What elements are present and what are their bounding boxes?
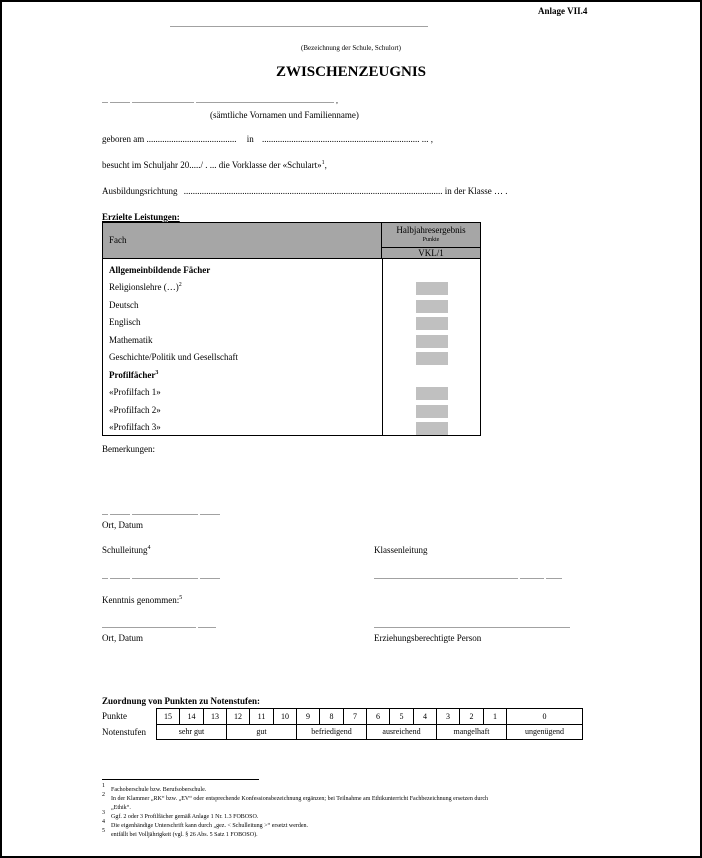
training-dots: ................................................................................................................... [183, 186, 443, 196]
grade-input-history[interactable] [416, 352, 448, 365]
general-subjects-heading: Allgemeinbildende Fächer [109, 265, 211, 275]
footnote-number: 1 [102, 783, 105, 789]
footnote [102, 810, 488, 822]
grade-input-german[interactable] [416, 300, 448, 313]
points-cell: 4 [414, 709, 437, 724]
footnote-number: 5 [102, 828, 105, 834]
attends-footnote-ref: 1 [321, 160, 325, 166]
guardian-label: Erziehungsberechtigte Person [374, 633, 482, 643]
school-caption: (Bezeichnung der Schule, Schulort) [301, 44, 401, 52]
birth-line [102, 134, 433, 144]
subject-row: «Profilfach 2» [109, 405, 161, 415]
training-label: Ausbildungsrichtung [102, 186, 178, 196]
subject-header: Fach [109, 235, 127, 245]
points-cell: 5 [390, 709, 414, 724]
class-teacher-signature-line: ........................................................................ ............ ........ [374, 572, 562, 581]
acknowledged-footnote-ref: 5 [179, 595, 183, 601]
grades-row-label: Notenstufen [102, 727, 146, 737]
remarks-label: Bemerkungen: [102, 444, 155, 454]
grade-cell: gut [227, 724, 297, 739]
subject-row [109, 282, 182, 292]
points-cell: 7 [344, 709, 367, 724]
name-line: ... .......... ............................... ..................................................................... , [102, 96, 338, 105]
class-label: VKL/1 [382, 247, 480, 259]
points-cell: 3 [437, 709, 460, 724]
points-cell: 14 [180, 709, 204, 724]
annex-label: Anlage VII.4 [538, 6, 588, 16]
training-line [102, 186, 508, 196]
subject-row: «Profilfach 1» [109, 387, 161, 397]
grade-table [102, 222, 481, 436]
grade-input-profile-2[interactable] [416, 405, 448, 418]
result-header: Halbjahresergebnis [396, 225, 466, 235]
points-cell: 11 [250, 709, 274, 724]
points-grade-table [156, 708, 583, 740]
grade-input-math[interactable] [416, 335, 448, 348]
subject-row: Mathematik [109, 335, 153, 345]
footnote [102, 792, 488, 804]
birth-place-dots: ...................................................................... ... , [262, 134, 433, 144]
head-teacher-label [102, 545, 151, 555]
grade-cell: ungenügend [524, 727, 565, 736]
subject-row: Geschichte/Politik und Gesellschaft [109, 352, 238, 362]
result-header-cell [382, 223, 480, 259]
footnote-number: 4 [102, 819, 105, 825]
name-caption: (sämtliche Vornamen und Familienname) [210, 110, 359, 120]
profile-footnote-ref: 3 [155, 370, 159, 376]
points-cell: 9 [297, 709, 320, 724]
points-cell: 15 [157, 709, 180, 724]
class-teacher-label: Klassenleitung [374, 545, 428, 555]
footnote-text: In der Klammer „RK“ bzw. „EV“ oder entsprechende Konfessionsbezeichnung ergänzen; bei Teilnahme am Ethikunterricht Fachbezeichnung ersetzen durch [111, 796, 488, 802]
points-cell: 10 [274, 709, 297, 724]
footnote-text: entfällt bei Volljährigkeit (vgl. § 26 Abs. 5 Satz 1 FOBOSO). [111, 832, 258, 838]
attends-suffix: , [324, 160, 327, 170]
subject-row: «Profilfach 3» [109, 422, 161, 432]
document-title: ZWISCHENZEUGNIS [275, 64, 427, 80]
points-cell: 13 [204, 709, 227, 724]
grade-cell: befriedigend [297, 724, 367, 739]
birth-place-label: in [246, 134, 254, 144]
subject-row: Englisch [109, 317, 141, 327]
footnote-separator [102, 779, 259, 780]
grade-cell: sehr gut [157, 724, 227, 739]
points-subheader: Punkte [422, 237, 440, 243]
head-teacher-footnote-ref: 4 [147, 545, 151, 551]
points-mapping-heading: Zuordnung von Punkten zu Notenstufen: [102, 696, 261, 706]
place-date-label: Ort, Datum [102, 520, 143, 530]
footnote [102, 819, 488, 831]
column-divider [382, 259, 383, 435]
grade-input-profile-3[interactable] [416, 422, 448, 435]
grade-input-profile-1[interactable] [416, 387, 448, 400]
footnote-number: 3 [102, 810, 105, 816]
footnote [102, 828, 488, 840]
footnote-text: Die eigenhändige Unterschrift kann durch „gez. < Schulleitung >“ ersetzt werden. [111, 823, 309, 829]
profile-subjects-heading [109, 370, 158, 380]
acknowledge-date-line: ............................................... ......... [102, 621, 216, 630]
subject-name: Religionslehre (…) [109, 282, 179, 292]
guardian-signature-line: .................................................................................................. [374, 621, 570, 630]
points-cell: 8 [320, 709, 344, 724]
acknowledge-date-label: Ort, Datum [102, 633, 143, 643]
footnote-number: 2 [102, 792, 105, 798]
footnote [102, 783, 488, 795]
points-cell: 0 [542, 712, 547, 721]
subject-footnote-ref: 2 [178, 282, 182, 288]
grade-input-religion[interactable] [416, 282, 448, 295]
born-label: geboren am [102, 134, 145, 144]
grade-input-english[interactable] [416, 317, 448, 330]
subject-row: Deutsch [109, 300, 139, 310]
points-cell: 12 [227, 709, 250, 724]
footnote-text: Ggf. 2 oder 3 Profilfächer gemäß Anlage 1 Nr. 1.3 FOBOSO. [111, 814, 259, 820]
footnote-text: Fachoberschule bzw. Berufsoberschule. [111, 787, 207, 793]
class-suffix: in der Klasse … . [444, 186, 508, 196]
acknowledged-text: Kenntnis genommen: [102, 595, 180, 605]
points-cell: 6 [367, 709, 390, 724]
head-teacher-signature-line: ... .......... ................................. .......... [102, 572, 220, 581]
attends-line [102, 160, 327, 170]
subject-header-cell [103, 223, 382, 259]
points-cell: 2 [460, 709, 484, 724]
points-cell: 1 [484, 709, 507, 724]
grade-cell: mangelhaft [437, 724, 507, 739]
attends-text: besucht im Schuljahr 20...../ . ... die Vorklasse der «Schulart» [102, 160, 322, 170]
results-heading: Erzielte Leistungen: [102, 212, 180, 222]
place-date-line: ... .......... ................................. .......... [102, 508, 220, 517]
footnote [102, 804, 488, 813]
acknowledged-label [102, 595, 182, 605]
footnotes [102, 783, 488, 840]
school-name-line: ................................................................................................................................. [170, 20, 428, 29]
footnote-text: „Ethik“. [111, 805, 131, 811]
profile-heading-text: Profilfächer [109, 370, 156, 380]
head-teacher-text: Schulleitung [102, 545, 148, 555]
birth-date-dots: ........................................ [146, 134, 237, 144]
grade-cell: ausreichend [367, 724, 437, 739]
points-row-label: Punkte [102, 711, 128, 721]
